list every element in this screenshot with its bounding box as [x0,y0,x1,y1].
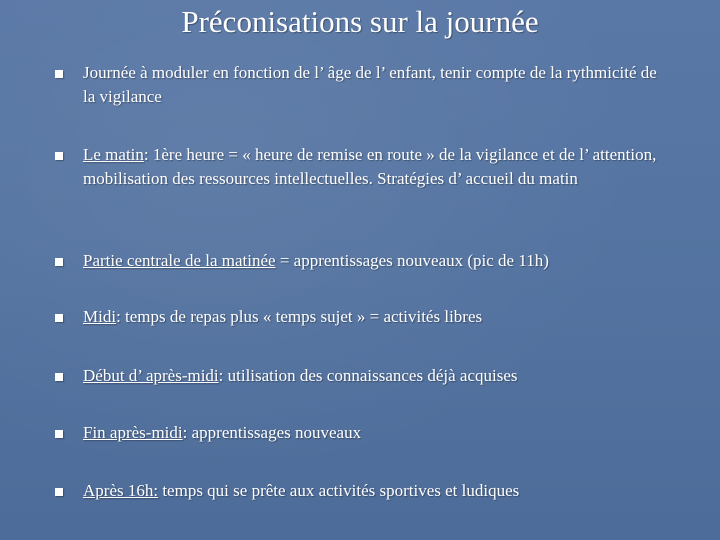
bullet-item [55,61,665,109]
bullet-item [55,421,665,445]
square-bullet-icon [55,314,63,322]
slide-title: Préconisations sur la journée [181,4,539,39]
bullet-lead: Fin après-midi [83,423,183,442]
bullet-item [55,364,665,388]
square-bullet-icon [55,152,63,160]
bullet-text [83,249,549,273]
square-bullet-icon [55,373,63,381]
square-bullet-icon [55,430,63,438]
bullet-lead: Midi [83,307,117,326]
bullet-text [83,421,361,445]
bullet-body: Journée à moduler en fonction de l’ âge de l’ enfant, tenir compte de la rythmicité de la vigilance [83,63,657,106]
bullet-text [83,479,519,503]
bullet-body: : utilisation des connaissances déjà acquises [218,366,518,385]
bullet-item [55,143,665,191]
bullet-body: temps qui se prête aux activités sportives et ludiques [158,481,520,500]
bullet-item [55,305,665,329]
bullet-lead: Partie centrale de la matinée [83,251,276,270]
square-bullet-icon [55,70,63,78]
bullet-item [55,479,665,503]
bullet-body: = apprentissages nouveaux (pic de 11h) [275,251,549,270]
bullet-text [83,61,665,109]
square-bullet-icon [55,258,63,266]
bullet-text [83,364,518,388]
bullet-body: : apprentissages nouveaux [182,423,362,442]
bullet-text [83,305,482,329]
bullet-lead: Après 16h: [83,481,159,500]
square-bullet-icon [55,488,63,496]
bullet-lead: Le matin [83,145,144,164]
bullet-body: : 1ère heure = « heure de remise en route » de la vigilance et de l’ attention, mobilisation des ressources intellectuelles. Stratégies d’ accueil du matin [83,145,657,188]
bullet-lead: Début d’ après-midi [83,366,219,385]
bullet-item [55,249,665,273]
bullet-text [83,143,665,191]
bullet-body: : temps de repas plus « temps sujet » = activités libres [116,307,483,326]
